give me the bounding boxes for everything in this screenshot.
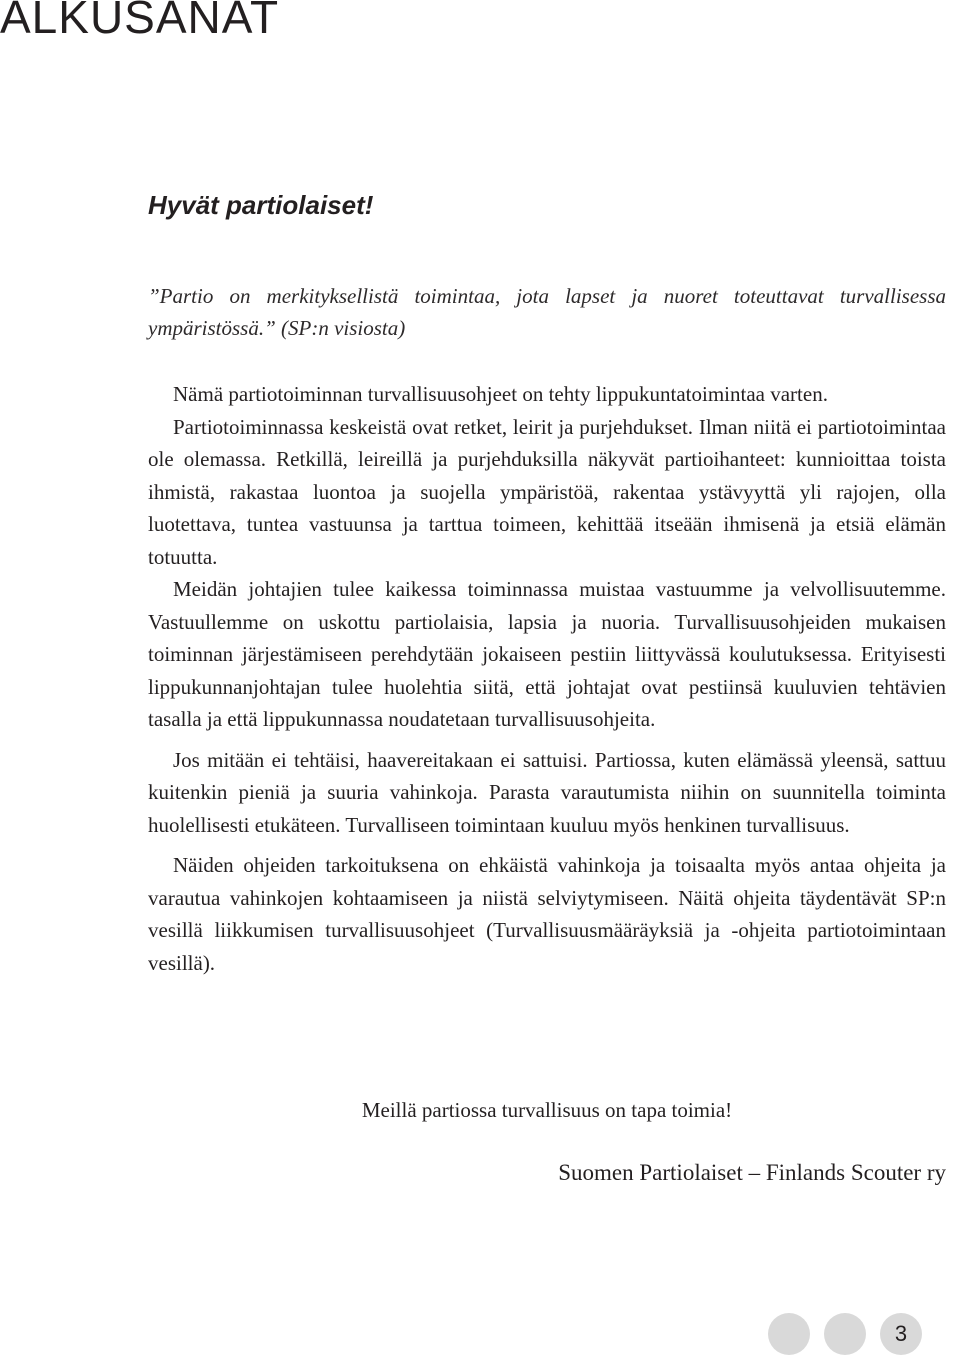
signature: Suomen Partiolaiset – Finlands Scouter ry — [558, 1160, 946, 1185]
page-number: 3 — [894, 1321, 908, 1346]
page-number-badge — [880, 1313, 922, 1355]
paragraph: Partiotoiminnassa keskeistä ovat retket, leirit ja purjehdukset. Ilman niitä ei partiotoimintaa ole olemassa. Retkillä, leireillä ja purjehduksilla näkyvät partioihanteet: kunnioittaa toista ihmistä, rakastaa luontoa ja suojella ympäristöä, rakentaa ystävyyttä yli rajojen, olla luotettava, tuntea vastuunsa ja tarttua toimeen, kehittää itseään ihmisenä ja etsiä elämän totuutta. — [148, 414, 946, 569]
page-dot-icon — [824, 1313, 866, 1355]
paragraph: Nämä partiotoiminnan turvallisuusohjeet on tehty lippukuntatoimintaa varten. — [173, 382, 828, 406]
page-dot-icon — [768, 1313, 810, 1355]
vision-quote: ”Partio on merkityksellistä toimintaa, jota lapset ja nuoret toteuttavat turvallisessa ympäristössä.” (SP:n visiosta) — [148, 284, 946, 340]
paragraph: Jos mitään ei tehtäisi, haavereitakaan ei sattuisi. Partiossa, kuten elämässä yleensä, sattuu kuitenkin pieniä ja suuria vahinkoja. Parasta varautumista niihin on suunnitella toiminta huolellisesti etukäteen. Turvalliseen toimintaan kuuluu myös henkinen turvallisuus. — [148, 747, 946, 837]
body-text — [148, 378, 946, 979]
section-title: ALKUSANAT — [0, 0, 280, 43]
paragraph: Näiden ohjeiden tarkoituksena on ehkäistä vahinkoja ja toisaalta myös antaa ohjeita ja varautua vahinkojen kohtaamiseen ja niistä selviytymiseen. Näitä ohjeita täydentävät SP:n vesillä liikkumisen turvallisuusohjeet (Turvallisuusmääräyksiä ja -ohjeita partiotoimintaan vesillä). — [148, 853, 946, 975]
motto: Meillä partiossa turvallisuus on tapa toimia! — [361, 1098, 733, 1122]
page-indicator — [760, 1312, 960, 1372]
greeting: Hyvät partiolaiset! — [148, 190, 374, 220]
paragraph: Meidän johtajien tulee kaikessa toiminnassa muistaa vastuumme ja velvollisuutemme. Vastuullemme on uskottu partiolaisia, lapsia ja nuoria. Turvallisuusohjeiden mukaisen toiminnan järjestämiseen perehdytään jokaiseen pestiin liittyvässä koulutuksessa. Erityisesti lippukunnanjohtajan tulee huolehtia siitä, että johtajat ovat pestiinsä kuuluvien tehtävien tasalla ja että lippukunnassa noudatetaan turvallisuusohjeita. — [148, 577, 946, 731]
